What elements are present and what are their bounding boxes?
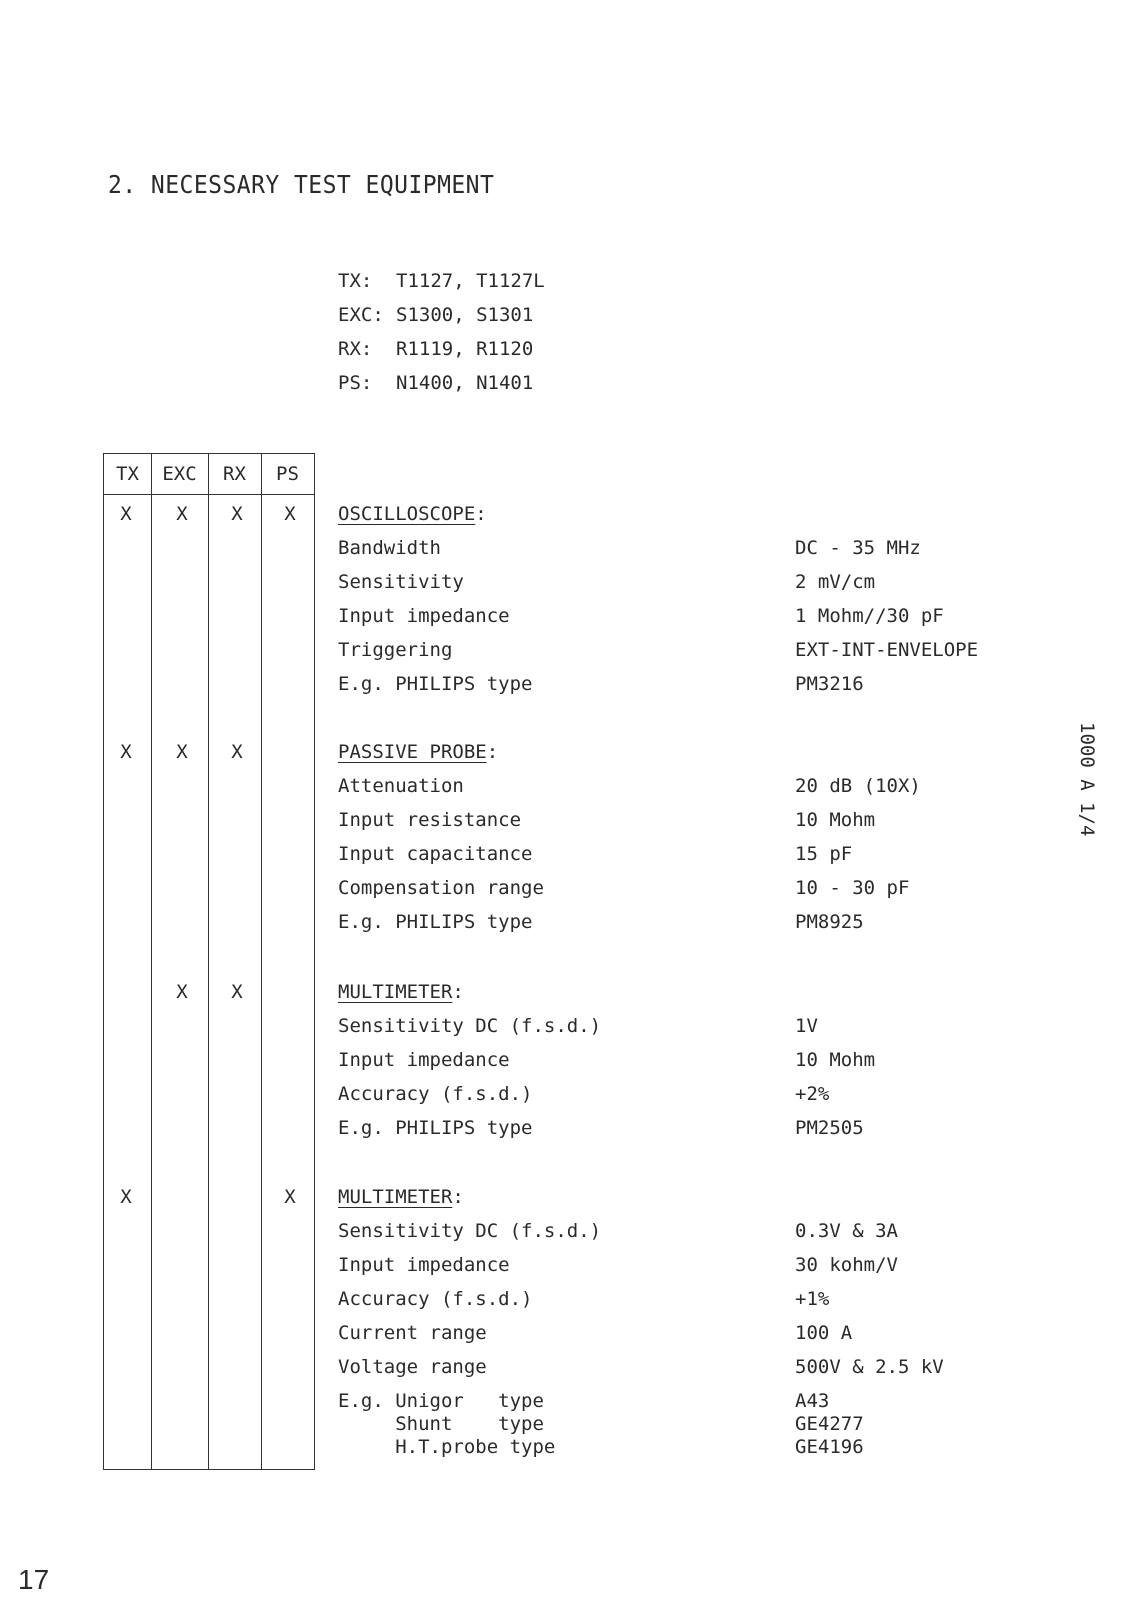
grid-header-divider (104, 494, 314, 495)
spec-value: PM3216 (795, 673, 864, 695)
spec-label: Shunt type (338, 1413, 544, 1435)
spec-label: H.T.probe type (338, 1436, 556, 1458)
model-value: N1400, N1401 (396, 372, 534, 394)
spec-label: Bandwidth (338, 537, 441, 559)
spec-label: Voltage range (338, 1356, 487, 1378)
section-heading-colon: : (486, 741, 499, 763)
spec-value: 10 Mohm (795, 809, 876, 831)
model-row-rx (338, 332, 545, 366)
applicability-mark-ps: X (284, 503, 296, 525)
spec-value: 500V & 2.5 kV (795, 1356, 944, 1378)
section-heading (338, 1186, 464, 1208)
spec-value: 10 - 30 pF (795, 877, 910, 899)
model-row-exc (338, 298, 545, 332)
column-header-rx: RX (223, 463, 246, 485)
side-reference: 1000 A 1/4 (1076, 722, 1098, 837)
grid-divider (208, 454, 209, 1469)
spec-label: Input impedance (338, 605, 510, 627)
section-heading-colon: : (452, 1186, 464, 1208)
spec-label: Input capacitance (338, 843, 533, 865)
model-value: S1300, S1301 (396, 304, 534, 326)
spec-value: PM8925 (795, 911, 864, 933)
spec-value: 10 Mohm (795, 1049, 876, 1071)
spec-label: Accuracy (f.s.d.) (338, 1083, 533, 1105)
section-heading-text: MULTIMETER (338, 1186, 453, 1208)
column-header-exc: EXC (162, 463, 197, 485)
spec-value: DC - 35 MHz (795, 537, 921, 559)
spec-label: Sensitivity (338, 571, 464, 593)
spec-label: E.g. PHILIPS type (338, 673, 533, 695)
page-title: 2. NECESSARY TEST EQUIPMENT (108, 170, 495, 199)
applicability-mark-tx: X (120, 741, 132, 763)
column-header-ps: PS (276, 463, 299, 485)
spec-label: Compensation range (338, 877, 544, 899)
applicability-mark-rx: X (231, 741, 243, 763)
spec-value: GE4196 (795, 1436, 864, 1458)
section-heading (338, 503, 487, 525)
spec-value: 1V (795, 1015, 818, 1037)
model-key: TX: (338, 270, 373, 292)
applicability-grid (103, 453, 315, 1470)
applicability-mark-rx: X (231, 503, 243, 525)
spec-value: 100 A (795, 1322, 853, 1344)
spec-label: E.g. PHILIPS type (338, 1117, 533, 1139)
spec-value: +2% (795, 1083, 830, 1105)
applicability-mark-rx: X (231, 981, 243, 1003)
spec-value: 1 Mohm//30 pF (795, 605, 944, 627)
applicability-mark-exc: X (176, 981, 188, 1003)
section-heading (338, 981, 464, 1003)
model-list (338, 264, 545, 400)
spec-label: E.g. PHILIPS type (338, 911, 533, 933)
applicability-mark-exc: X (176, 503, 188, 525)
applicability-mark-ps: X (284, 1186, 296, 1208)
spec-value: PM2505 (795, 1117, 864, 1139)
spec-value: 20 dB (10X) (795, 775, 921, 797)
spec-label: Current range (338, 1322, 487, 1344)
spec-value: GE4277 (795, 1413, 864, 1435)
page-number: 17 (18, 1564, 50, 1595)
section-heading-text: OSCILLOSCOPE (338, 503, 476, 525)
spec-value: EXT-INT-ENVELOPE (795, 639, 979, 661)
model-value: T1127, T1127L (396, 270, 545, 292)
spec-label: Input impedance (338, 1049, 510, 1071)
model-row-ps (338, 366, 545, 400)
grid-divider (151, 454, 152, 1469)
model-key: RX: (338, 338, 373, 360)
spec-label: Input resistance (338, 809, 522, 831)
spec-label: Accuracy (f.s.d.) (338, 1288, 533, 1310)
model-key: EXC: (338, 304, 384, 326)
column-header-tx: TX (116, 463, 139, 485)
model-row-tx (338, 264, 545, 298)
section-heading (338, 741, 498, 763)
spec-label: Input impedance (338, 1254, 510, 1276)
model-key: PS: (338, 372, 373, 394)
applicability-mark-tx: X (120, 1186, 132, 1208)
spec-value: 2 mV/cm (795, 571, 876, 593)
spec-value: 0.3V & 3A (795, 1220, 898, 1242)
spec-value: A43 (795, 1390, 830, 1412)
section-heading-colon: : (452, 981, 464, 1003)
section-heading-text: MULTIMETER (338, 981, 453, 1003)
spec-value: 30 kohm/V (795, 1254, 898, 1276)
applicability-mark-exc: X (176, 741, 188, 763)
model-value: R1119, R1120 (396, 338, 534, 360)
section-heading-colon: : (475, 503, 487, 525)
spec-value: 15 pF (795, 843, 853, 865)
spec-label: Attenuation (338, 775, 464, 797)
spec-label: E.g. Unigor type (338, 1390, 544, 1412)
spec-value: +1% (795, 1288, 830, 1310)
section-heading-text: PASSIVE PROBE (338, 741, 487, 763)
spec-label: Triggering (338, 639, 453, 661)
spec-label: Sensitivity DC (f.s.d.) (338, 1015, 602, 1037)
grid-divider (261, 454, 262, 1469)
applicability-mark-tx: X (120, 503, 132, 525)
spec-label: Sensitivity DC (f.s.d.) (338, 1220, 602, 1242)
